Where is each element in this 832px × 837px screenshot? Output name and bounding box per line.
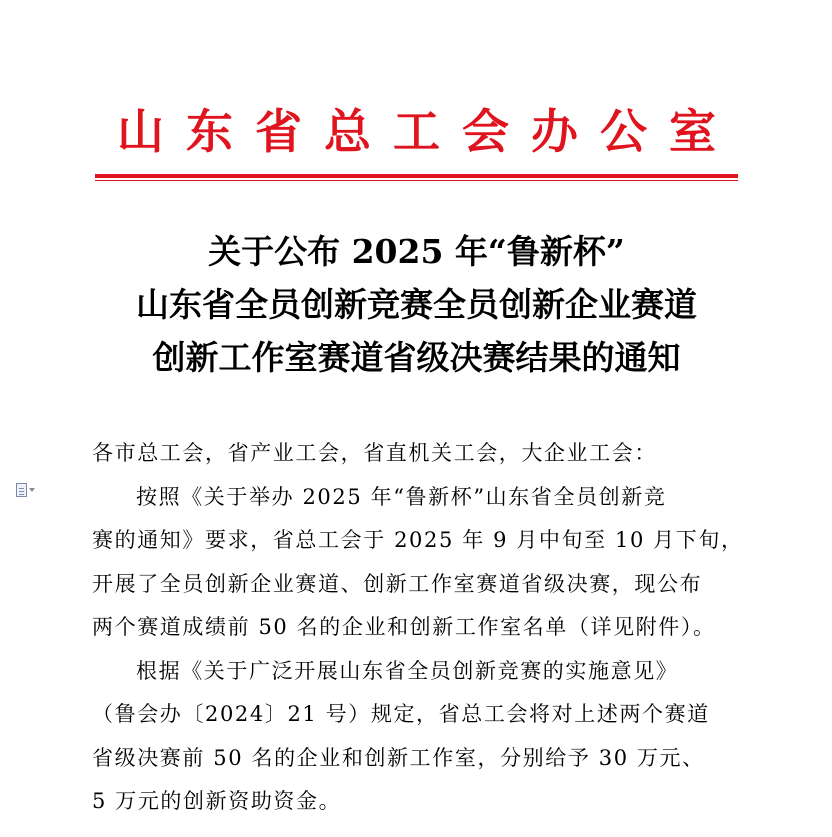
body-line: 根据《关于广泛开展山东省全员创新竞赛的实施意见》 bbox=[136, 658, 679, 683]
masthead-text: 山东省总工会办公室 bbox=[117, 105, 738, 160]
chevron-down-icon bbox=[29, 488, 35, 492]
title-line-2: 山东省全员创新竞赛全员创新企业赛道 bbox=[136, 285, 697, 324]
body-line: 按照《关于举办 2025 年“鲁新杯”山东省全员创新竞 bbox=[136, 484, 667, 509]
body-line: 省级决赛前 50 名的企业和创新工作室，分别给予 30 万元、 bbox=[92, 745, 705, 770]
document-sheet-icon bbox=[16, 483, 27, 497]
masthead-rule-thick bbox=[95, 174, 738, 178]
notice-body bbox=[92, 432, 742, 824]
body-line-salutation: 各市总工会，省产业工会，省直机关工会，大企业工会： bbox=[92, 441, 657, 465]
body-line: 赛的通知》要求，省总工会于 2025 年 9 月中旬至 10 月下旬， bbox=[92, 528, 744, 552]
masthead-rule-thin bbox=[95, 180, 738, 181]
body-line: 5 万元的创新资助资金。 bbox=[92, 789, 342, 813]
title-line-3: 创新工作室赛道省级决赛结果的通知 bbox=[152, 338, 681, 377]
org-masthead bbox=[95, 103, 738, 163]
body-line: （鲁会办〔2024〕21 号）规定，省总工会将对上述两个赛道 bbox=[92, 702, 710, 726]
notice-title bbox=[95, 225, 738, 384]
title-line-1: 关于公布 2025 年“鲁新杯” bbox=[208, 232, 625, 271]
document-icon[interactable] bbox=[16, 482, 46, 498]
body-line: 开展了全员创新企业赛道、创新工作室赛道省级决赛，现公布 bbox=[92, 571, 703, 596]
body-line: 两个赛道成绩前 50 名的企业和创新工作室名单（详见附件）。 bbox=[92, 615, 716, 639]
